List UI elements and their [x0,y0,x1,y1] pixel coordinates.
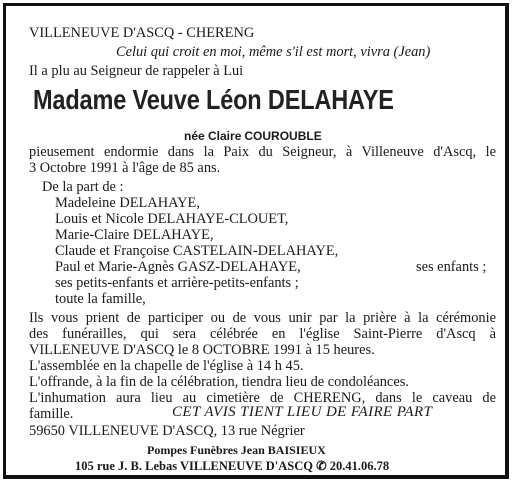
ceremony-line-3: VILLENEUVE D'ASCQ le 8 OCTOBRE 1991 à 15 heures. [29,342,375,358]
header-place: VILLENEUVE D'ASCQ - CHERENG [29,25,255,41]
maiden-surname: COUROUBLE [244,129,322,143]
funeral-home-name: Pompes Funèbres Jean BAISIEUX [147,443,326,457]
assembly-line: L'assemblée en la chapelle de l'église à 14 h 45. [29,358,304,374]
death-line-2: 3 Octobre 1991 à l'âge de 85 ans. [29,160,221,176]
address-line: 59650 VILLENEUVE D'ASCQ, 13 rue Négrier [29,423,305,439]
offering-line: L'offrande, à la fin de la célébration, tiendra lieu de condoléances. [29,374,409,390]
maiden-prefix: née Claire [184,129,242,143]
header-intro: Il a plu au Seigneur de rappeler à Lui [29,63,244,79]
ceremony-line-2: des funérailles, qui sera célébrée en l'église Saint-Pierre d'Ascq à [29,326,496,342]
grandchildren: ses petits-enfants et arrière-petits-enfants ; [55,275,299,291]
family-member: Marie-Claire DELAHAYE, [55,227,214,243]
notice-text: CET AVIS TIENT LIEU DE FAIRE PART [172,404,433,420]
family-intro: De la part de : [42,179,124,195]
family-member: Louis et Nicole DELAHAYE-CLOUET, [55,211,289,227]
funeral-home-address: 105 rue J. B. Lebas VILLENEUVE D'ASCQ ✆ 20.41.06.78 [75,459,390,473]
burial-line-1: L'inhumation aura lieu au cimetière de CHERENG, dans le caveau de [29,390,496,406]
family-member: Madeleine DELAHAYE, [55,195,200,211]
whole-family: toute la famille, [55,291,146,307]
ceremony-line-1: Ils vous prient de participer ou de vous unir par la prière à la cérémonie [29,310,496,326]
deceased-name: Madame Veuve Léon DELAHAYE [33,84,394,115]
family-member: Paul et Marie-Agnès GASZ-DELAHAYE, [55,259,301,275]
header-quote: Celui qui croit en moi, même s'il est mort, vivra (Jean) [116,44,431,60]
children-label: ses enfants ; [416,259,487,275]
family-member: Claude et Françoise CASTELAIN-DELAHAYE, [55,243,339,259]
maiden-name-line [184,128,322,144]
burial-line-2: famille. [29,406,74,422]
death-line-1: pieusement endormie dans la Paix du Seigneur, à Villeneuve d'Ascq, le [29,144,496,160]
